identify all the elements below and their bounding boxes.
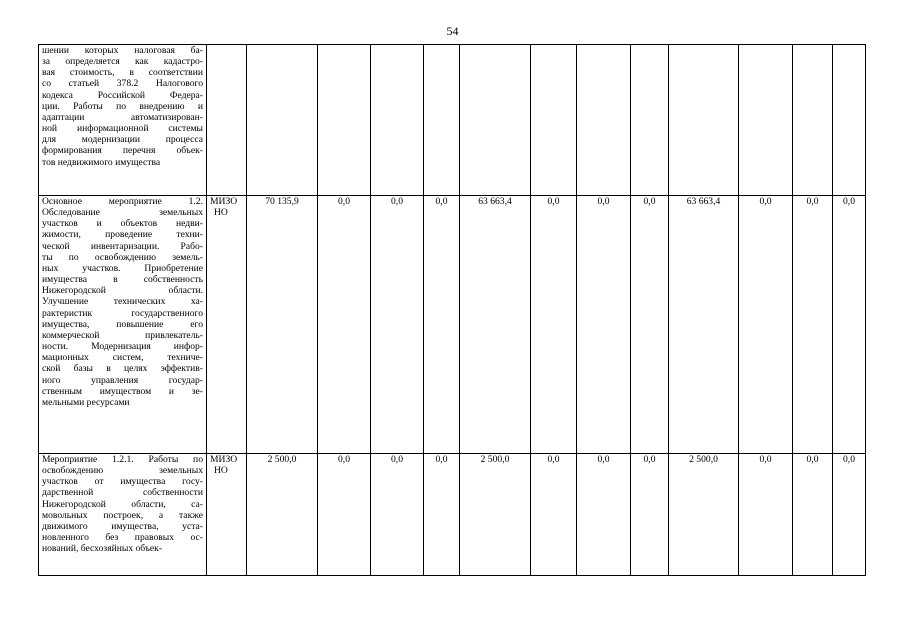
description-line: ных участков. Приобретение xyxy=(42,262,203,274)
responsible-executor-cell xyxy=(207,454,247,576)
description-line: формирования перечня объек- xyxy=(42,145,203,157)
value-cell xyxy=(669,45,739,196)
description-line: Мероприятие 1.2.1. Работы по xyxy=(42,454,203,465)
value-cell: 0,0 xyxy=(739,196,793,454)
description-line: движимого имущества, уста- xyxy=(42,520,203,532)
value-cell: 2 500,0 xyxy=(460,454,531,576)
value-cell: 0,0 xyxy=(833,454,866,576)
description-line: кодекса Российской Федера- xyxy=(42,89,203,101)
value-cell: 0,0 xyxy=(531,196,577,454)
description-line: мационных систем, техниче- xyxy=(42,352,203,364)
page-number: 54 xyxy=(446,24,459,38)
value-cell: 0,0 xyxy=(318,196,371,454)
description-line: имущества в собственность xyxy=(42,274,203,286)
description-line: за определяется как кадастро- xyxy=(42,56,203,68)
description-line: освобождению земельных xyxy=(42,465,203,477)
value-cell xyxy=(833,45,866,196)
description-line: Нижегородской области. xyxy=(42,285,203,297)
description-line: Основное мероприятие 1.2. xyxy=(42,196,203,207)
value-cell: 63 663,4 xyxy=(460,196,531,454)
value-cell: 0,0 xyxy=(424,196,460,454)
responsible-line: МИЗО xyxy=(210,196,238,207)
value-cell: 0,0 xyxy=(833,196,866,454)
value-cell: 0,0 xyxy=(793,454,833,576)
description-line: ты по освобождению земель- xyxy=(42,251,203,263)
table-row xyxy=(39,45,866,196)
description-line: ной информационной системы xyxy=(42,123,203,135)
value-cell: 0,0 xyxy=(793,196,833,454)
description-line: тов недвижимого имущества xyxy=(42,156,161,168)
responsible-line: МИЗО xyxy=(210,454,238,465)
description-line: мельными ресурсами xyxy=(42,396,130,408)
value-cell: 0,0 xyxy=(631,454,669,576)
description-line: ности. Модернизация инфор- xyxy=(42,341,203,353)
description-line: дарственной собственности xyxy=(42,487,203,499)
value-cell: 0,0 xyxy=(371,454,424,576)
description-line: вая стоимость, в соответствии xyxy=(42,67,203,79)
description-line: шении которых налоговая ба- xyxy=(42,45,203,56)
responsible-executor-cell xyxy=(207,196,247,454)
description-line: участков и объектов недви- xyxy=(42,218,203,230)
value-cell: 0,0 xyxy=(318,454,371,576)
value-cell xyxy=(631,45,669,196)
value-cell: 0,0 xyxy=(739,454,793,576)
description-line: ного управления государ- xyxy=(42,374,203,386)
description-line: участков от имущества госу- xyxy=(42,476,203,488)
description-line: новленного без правовых ос- xyxy=(42,532,203,544)
responsible-line: НО xyxy=(214,207,228,219)
description-line: рактеристик государственного xyxy=(42,307,203,319)
description-line: жимости, проведение техни- xyxy=(42,229,203,241)
description-line: ской базы в целях эффектив- xyxy=(42,363,203,375)
description-line: со статьей 378.2 Налогового xyxy=(42,78,203,90)
description-line: мовольных построек, а также xyxy=(42,509,203,521)
description-line: Нижегородской области, са- xyxy=(42,498,203,510)
value-cell: 0,0 xyxy=(631,196,669,454)
value-cell xyxy=(371,45,424,196)
value-cell xyxy=(739,45,793,196)
activity-description-cell xyxy=(39,45,207,196)
value-cell: 0,0 xyxy=(531,454,577,576)
value-cell xyxy=(318,45,371,196)
activity-description-cell xyxy=(39,196,207,454)
value-cell xyxy=(793,45,833,196)
description-line: адаптации автоматизирован- xyxy=(42,111,203,123)
value-cell: 2 500,0 xyxy=(247,454,318,576)
value-cell: 70 135,9 xyxy=(247,196,318,454)
value-cell: 2 500,0 xyxy=(669,454,739,576)
table-row xyxy=(39,454,866,576)
description-line: ции. Работы по внедрению и xyxy=(42,100,203,112)
description-line: нований, бесхозяйных объек- xyxy=(42,543,163,555)
value-cell xyxy=(460,45,531,196)
description-line: имущества, повышение его xyxy=(42,318,203,330)
value-cell: 0,0 xyxy=(371,196,424,454)
value-cell xyxy=(531,45,577,196)
value-cell: 0,0 xyxy=(577,454,631,576)
description-line: для модернизации процесса xyxy=(42,134,203,146)
description-line: Обследование земельных xyxy=(42,207,203,219)
responsible-line: НО xyxy=(214,465,228,477)
value-cell xyxy=(577,45,631,196)
value-cell: 0,0 xyxy=(424,454,460,576)
program-table xyxy=(38,44,866,576)
responsible-executor-cell xyxy=(207,45,247,196)
description-line: Улучшение технических ха- xyxy=(42,296,203,308)
value-cell xyxy=(424,45,460,196)
description-line: ственным имуществом и зе- xyxy=(42,385,203,397)
description-line: ческой инвентаризации. Рабо- xyxy=(42,240,203,252)
value-cell: 0,0 xyxy=(577,196,631,454)
activity-description-cell xyxy=(39,454,207,576)
value-cell xyxy=(247,45,318,196)
description-line: коммерческой привлекатель- xyxy=(42,329,203,341)
table-row xyxy=(39,196,866,454)
value-cell: 63 663,4 xyxy=(669,196,739,454)
